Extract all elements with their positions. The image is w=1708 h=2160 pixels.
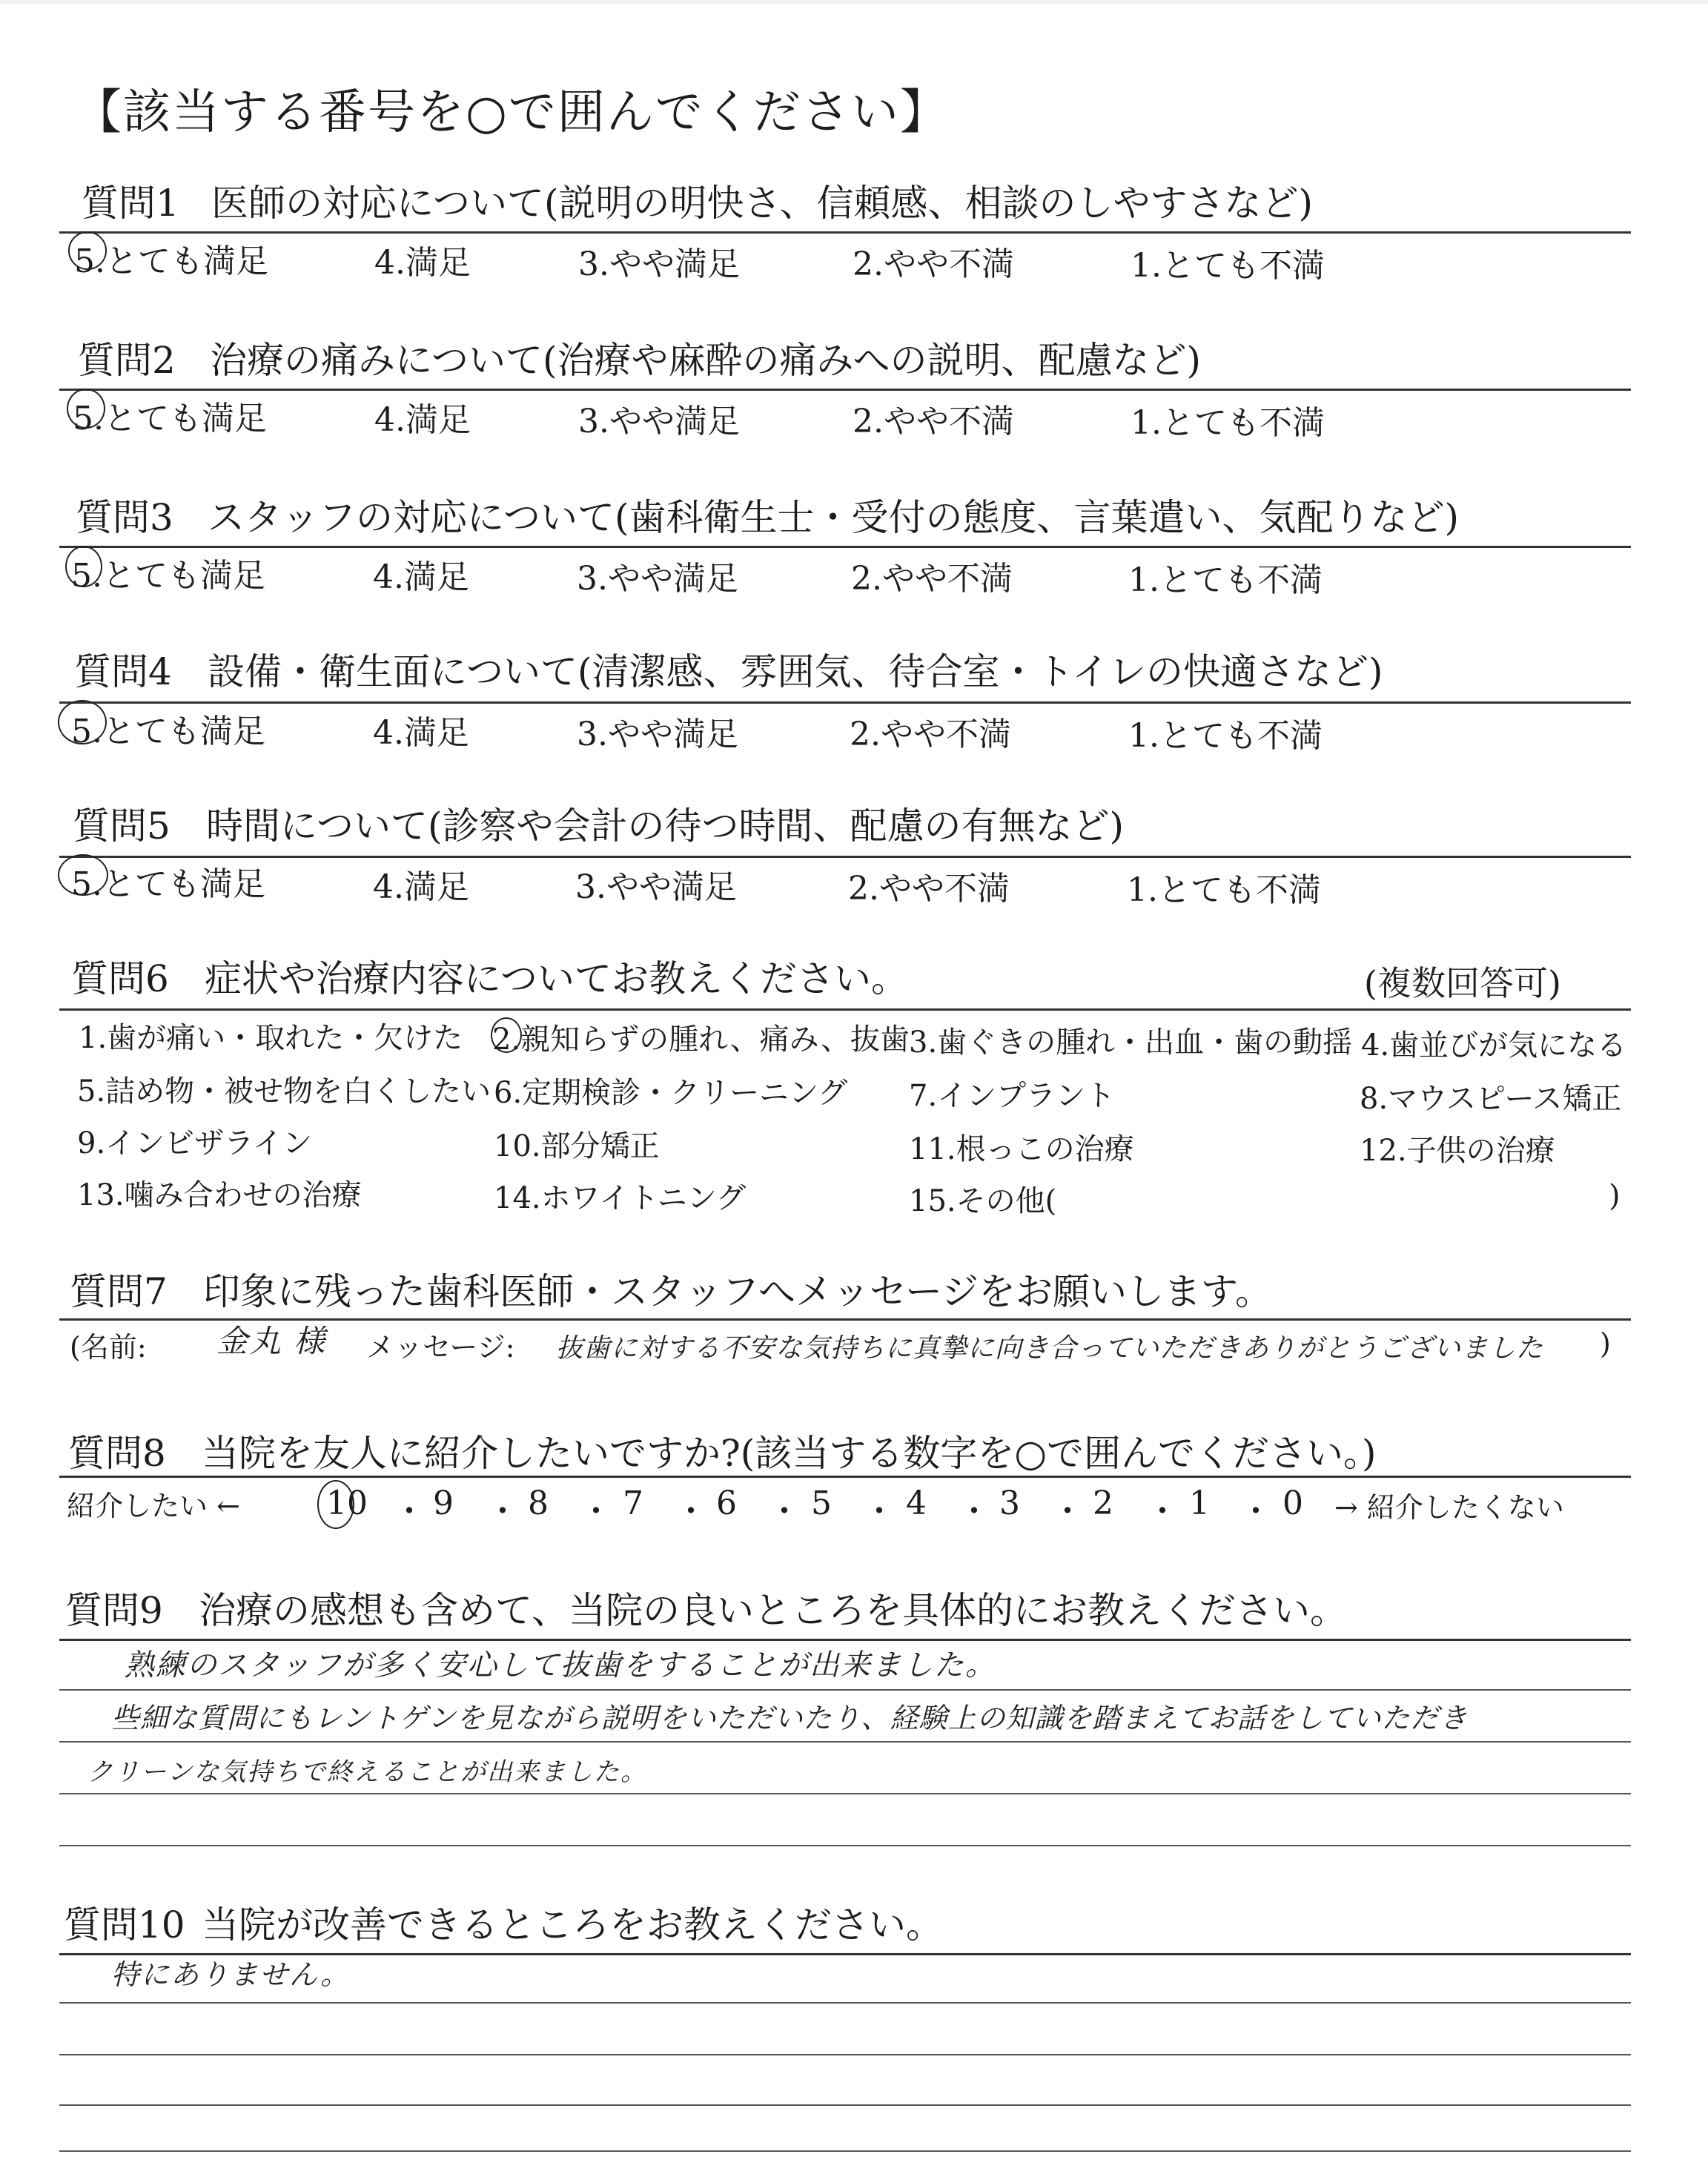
answer-rule [59, 1845, 1631, 1846]
option-3[interactable]: 3.やや満足 [577, 560, 738, 598]
answer-rule [59, 2002, 1631, 2004]
score-dot: ・ [768, 1493, 801, 1530]
question-1-rule [59, 231, 1631, 234]
question-9-label: 質問9 [65, 1589, 163, 1632]
option-1[interactable]: 1.とても不満 [1128, 561, 1323, 599]
option-3[interactable]: 3.やや満足 [578, 245, 740, 283]
score-dot: ・ [675, 1493, 707, 1530]
question-9-text: 治療の感想も含めて、当院の良いところを具体的にお教えください。 [199, 1589, 1347, 1632]
question-1-label: 質問1 [82, 182, 179, 225]
question-2-rule [59, 389, 1631, 391]
question-9-rule [59, 1639, 1631, 1641]
option-4[interactable]: 4.満足 [373, 558, 469, 596]
score-8[interactable]: 8 [528, 1484, 549, 1522]
symptom-2[interactable]: 2.親知らずの腫れ、痛み、抜歯 [492, 1023, 910, 1057]
symptom-5[interactable]: 5.詰め物・被せ物を白くしたい [77, 1074, 491, 1109]
score-dot: ・ [863, 1493, 896, 1530]
question-6-label: 質問6 [71, 957, 169, 1000]
question-8-label: 質問8 [68, 1432, 166, 1475]
score-dot: ・ [1239, 1493, 1272, 1530]
answer-rule [59, 2150, 1631, 2152]
symptom-10[interactable]: 10.部分矯正 [494, 1129, 660, 1163]
score-dot: ・ [580, 1493, 612, 1530]
answer-rule [59, 2104, 1631, 2106]
scan-edge [0, 0, 1708, 4]
score-3[interactable]: 3 [999, 1484, 1020, 1522]
symptom-8[interactable]: 8.マウスピース矯正 [1360, 1082, 1622, 1116]
symptom-14[interactable]: 14.ホワイトニング [494, 1181, 747, 1215]
improvement-answer[interactable]: 特にありません。 [111, 1958, 351, 1991]
option-4[interactable]: 4.満足 [373, 868, 469, 906]
recommend-left-label: 紹介したい ← [67, 1490, 240, 1522]
question-8-text: 当院を友人に紹介したいですか?(該当する数字を○で囲んでください。) [202, 1432, 1377, 1475]
option-2[interactable]: 2.やや不満 [848, 870, 1010, 908]
question-7-text: 印象に残った歯科医師・スタッフへメッセージをお願いします。 [203, 1270, 1272, 1313]
score-dot: ・ [958, 1493, 990, 1530]
answer-line-3[interactable]: クリーンな気持ちで終えることが出来ました。 [87, 1757, 647, 1787]
option-1[interactable]: 1.とても不満 [1127, 871, 1321, 909]
question-6-text: 症状や治療内容についてお教えください。 [205, 957, 908, 1000]
question-3-label: 質問3 [76, 496, 173, 539]
question-4-label: 質問4 [74, 650, 172, 693]
option-3[interactable]: 3.やや満足 [577, 716, 738, 753]
question-10-label: 質問10 [64, 1903, 185, 1946]
option-4[interactable]: 4.満足 [374, 244, 471, 282]
question-5-label: 質問5 [73, 805, 171, 848]
page-title: 【該当する番号を○で囲んでください】 [74, 85, 949, 140]
option-1[interactable]: 1.とても不満 [1131, 404, 1325, 442]
question-2-label: 質問2 [78, 339, 176, 382]
question-7-label: 質問7 [70, 1270, 168, 1313]
message-label: メッセージ: [366, 1331, 515, 1364]
score-0[interactable]: 0 [1282, 1484, 1303, 1522]
question-10-text: 当院が改善できるところをお教えください。 [202, 1903, 943, 1946]
name-label: (名前: [70, 1331, 147, 1364]
score-6[interactable]: 6 [716, 1484, 737, 1522]
option-5[interactable]: 5.とても満足 [71, 865, 265, 903]
question-5-text: 時間について(診察や会計の待つ時間、配慮の有無など) [206, 805, 1125, 848]
option-2[interactable]: 2.やや不満 [853, 403, 1014, 440]
recommend-right-label: → 紹介したくない [1334, 1491, 1564, 1524]
answer-line-2[interactable]: 些細な質問にもレントゲンを見ながら説明をいただいたり、経験上の知識を踏まえてお話をしていただき [111, 1702, 1469, 1734]
option-4[interactable]: 4.満足 [374, 401, 471, 439]
symptom-11[interactable]: 11.根っこの治療 [909, 1132, 1134, 1166]
option-5[interactable]: 5.とても満足 [73, 400, 267, 437]
message-close: ) [1600, 1327, 1611, 1360]
score-9[interactable]: 9 [433, 1484, 454, 1522]
question-6-rule [59, 1008, 1631, 1011]
answer-rule [59, 1689, 1631, 1691]
answer-rule [59, 2054, 1631, 2055]
symptom-12[interactable]: 12.子供の治療 [1360, 1134, 1555, 1168]
option-4[interactable]: 4.満足 [373, 714, 469, 752]
question-3-rule [59, 546, 1631, 548]
answer-line-1[interactable]: 熟練のスタッフが多く安心して抜歯をすることが出来ました。 [125, 1648, 996, 1682]
score-dot: ・ [1051, 1493, 1084, 1530]
symptom-13[interactable]: 13.噛み合わせの治療 [77, 1178, 362, 1212]
symptom-1[interactable]: 1.歯が痛い・取れた・欠けた [79, 1021, 463, 1055]
score-dot: ・ [1146, 1493, 1179, 1530]
name-value[interactable]: 金丸 [216, 1323, 284, 1359]
symptom-9[interactable]: 9.インビザライン [77, 1126, 312, 1160]
question-3-text: スタッフの対応について(歯科衛生士・受付の態度、言葉遣い、気配りなど) [208, 496, 1460, 539]
score-10[interactable]: 10 [326, 1484, 368, 1522]
name-honorific: 様 [294, 1323, 328, 1359]
score-4[interactable]: 4 [906, 1484, 927, 1522]
symptom-7[interactable]: 7.インプラント [909, 1079, 1116, 1113]
option-1[interactable]: 1.とても不満 [1128, 717, 1323, 755]
symptom-3[interactable]: 3.歯ぐきの腫れ・出血・歯の動揺 [909, 1025, 1353, 1060]
score-dot: ・ [486, 1493, 519, 1530]
question-2-text: 治療の痛みについて(治療や麻酔の痛みへの説明、配慮など) [210, 339, 1202, 382]
option-1[interactable]: 1.とても不満 [1131, 247, 1325, 285]
score-5[interactable]: 5 [811, 1484, 832, 1522]
symptom-15-close: ) [1609, 1179, 1621, 1213]
question-8-rule [59, 1476, 1631, 1478]
option-2[interactable]: 2.やや不満 [850, 716, 1011, 753]
question-5-rule [59, 856, 1631, 858]
score-1[interactable]: 1 [1189, 1484, 1210, 1522]
option-3[interactable]: 3.やや満足 [578, 403, 740, 440]
option-2[interactable]: 2.やや不満 [851, 560, 1013, 598]
score-7[interactable]: 7 [623, 1484, 643, 1522]
option-5[interactable]: 5.とても満足 [71, 557, 265, 595]
question-6-note: (複数回答可) [1364, 963, 1561, 1003]
question-4-text: 設備・衛生面について(清潔感、雰囲気、待合室・トイレの快適さなど) [208, 650, 1383, 693]
option-5[interactable]: 5.とても満足 [71, 713, 265, 750]
symptom-6[interactable]: 6.定期検診・クリーニング [494, 1076, 848, 1110]
answer-rule [59, 1741, 1631, 1743]
question-4-rule [59, 701, 1631, 704]
symptom-15[interactable]: 15.その他( [909, 1184, 1057, 1218]
question-1-text: 医師の対応について(説明の明快さ、信頼感、相談のしやすさなど) [211, 182, 1314, 225]
symptom-4[interactable]: 4.歯並びが気になる [1361, 1028, 1627, 1063]
option-2[interactable]: 2.やや不満 [853, 245, 1014, 283]
score-dot: ・ [393, 1493, 426, 1530]
message-value[interactable]: 抜歯に対する不安な気持ちに真摯に向き合っていただきありがとうございました [556, 1333, 1544, 1364]
option-5[interactable]: 5.とても満足 [74, 242, 268, 280]
option-3[interactable]: 3.やや満足 [575, 868, 737, 906]
score-2[interactable]: 2 [1093, 1484, 1113, 1522]
answer-rule [59, 1793, 1631, 1794]
